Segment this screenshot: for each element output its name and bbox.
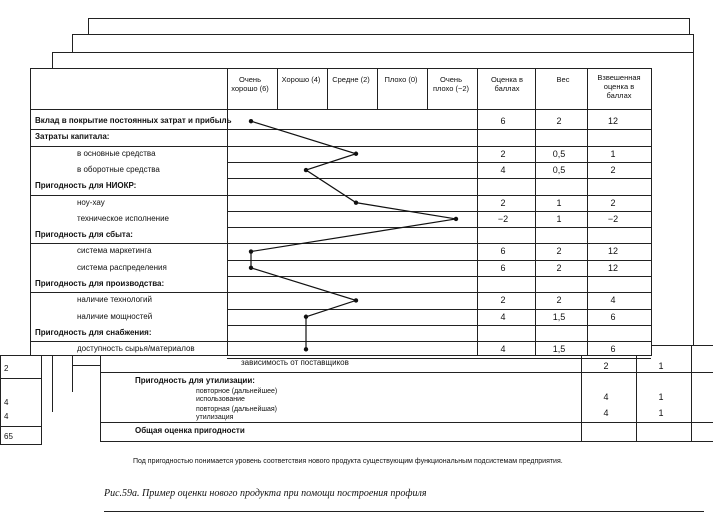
col-header-average: Средне (2) xyxy=(332,75,370,84)
score-cell: 4 xyxy=(500,311,506,322)
back-row-0: зависимость от поставщиков xyxy=(241,358,349,367)
back-row-2: повторное (дальнейшее) использование xyxy=(196,388,278,403)
row-rule xyxy=(227,358,651,359)
footnote: Под пригодностью понимается уровень соответствия нового продукта существующим функциональным подсистемам предприятия. xyxy=(133,458,563,465)
criterion-label: система распределения xyxy=(77,262,167,272)
profile-point xyxy=(354,298,358,302)
col-header-weight: Вес xyxy=(556,75,570,84)
back-weight-2: 1 xyxy=(658,392,664,402)
stub-rule xyxy=(1,378,41,379)
section-label: Пригодность для НИОКР: xyxy=(35,181,137,191)
weighted-cell: 1 xyxy=(610,148,616,159)
col-header-weighted: Взвешенная оценка в баллах xyxy=(597,73,641,100)
col-header-good: Хорошо (4) xyxy=(281,75,321,84)
bottom-col-2 xyxy=(636,346,637,441)
criterion-label: ноу-хау xyxy=(77,197,105,207)
stub-value: 65 xyxy=(4,432,13,441)
bottom-col-3 xyxy=(691,346,692,441)
weighted-cell: 6 xyxy=(610,311,616,322)
score-cell: 6 xyxy=(500,246,506,257)
front-sheet xyxy=(30,68,652,356)
stub-value: 2 xyxy=(4,364,9,373)
col-header-very-bad: Очень плохо (−2) xyxy=(432,75,470,93)
weight-cell: 2 xyxy=(556,116,562,126)
weighted-cell: 2 xyxy=(610,164,616,175)
weight-cell: 0,5 xyxy=(552,148,566,159)
weight-cell: 1,5 xyxy=(552,344,566,355)
score-cell: 6 xyxy=(500,262,506,273)
profile-point xyxy=(249,266,253,270)
profile-point xyxy=(304,168,308,172)
bottom-rule xyxy=(104,511,704,512)
criterion-label: наличие технологий xyxy=(77,295,152,305)
section-label: Вклад в покрытие постоянных затрат и прибыль xyxy=(35,116,232,125)
weight-cell: 1,5 xyxy=(552,311,566,322)
weight-cell: 1 xyxy=(556,197,562,208)
col-header-very-good: Очень хорошо (6) xyxy=(231,75,269,93)
weighted-cell: 12 xyxy=(607,116,618,126)
weight-cell: 2 xyxy=(556,262,562,273)
weighted-cell: 2 xyxy=(610,197,616,208)
stub-value: 4 xyxy=(4,412,9,421)
weight-cell: 0,5 xyxy=(552,164,566,175)
profile-point xyxy=(354,200,358,204)
weighted-cell: 4 xyxy=(610,295,616,306)
criterion-label: в основные средства xyxy=(77,148,156,158)
criterion-label: доступность сырья/материалов xyxy=(77,344,195,354)
weighted-cell: 12 xyxy=(607,262,618,273)
stub-edge xyxy=(52,352,53,412)
back-score-0: 2 xyxy=(603,361,609,371)
profile-line xyxy=(31,69,651,355)
bottom-rule-2 xyxy=(101,422,713,423)
weight-cell: 1 xyxy=(556,213,562,224)
back-row-4: Общая оценка пригодности xyxy=(135,426,245,435)
profile-point xyxy=(249,119,253,123)
score-cell: 2 xyxy=(500,197,506,208)
criterion-label: техническое исполнение xyxy=(77,213,170,223)
profile-point xyxy=(354,152,358,156)
col-header-bad: Плохо (0) xyxy=(384,75,418,84)
weighted-cell: 12 xyxy=(607,246,618,257)
criterion-label: система маркетинга xyxy=(77,246,152,256)
left-stub xyxy=(0,355,42,445)
profile-point xyxy=(249,249,253,253)
bottom-sheet xyxy=(100,345,713,442)
score-cell: −2 xyxy=(497,213,509,224)
back-weight-3: 1 xyxy=(658,408,664,418)
section-label: Затраты капитала: xyxy=(35,132,110,142)
figure-caption: Рис.59а. Пример оценки нового продукта при помощи построения профиля xyxy=(104,488,427,499)
back-row-3: повторная (дальнейшая) утилизация xyxy=(196,406,277,421)
score-cell: 4 xyxy=(500,344,506,355)
score-cell: 6 xyxy=(500,116,506,126)
weight-cell: 2 xyxy=(556,246,562,257)
col-header-score: Оценка в баллах xyxy=(490,75,524,93)
back-score-2: 4 xyxy=(603,392,609,402)
section-label: Пригодность для сбыта: xyxy=(35,230,133,240)
profile-polyline xyxy=(251,121,456,349)
score-cell: 2 xyxy=(500,295,506,306)
stub-edge xyxy=(72,352,73,392)
stub-value: 4 xyxy=(4,398,9,407)
profile-point xyxy=(304,315,308,319)
criterion-label: наличие мощностей xyxy=(77,311,153,321)
back-row-1: Пригодность для утилизации: xyxy=(135,376,255,385)
criterion-label: в оборотные средства xyxy=(77,164,160,174)
weighted-cell: −2 xyxy=(607,213,619,224)
stub-rule xyxy=(1,426,41,427)
section-label: Пригодность для снабжения: xyxy=(35,327,152,337)
profile-point xyxy=(454,217,458,221)
bottom-rule-1 xyxy=(101,372,713,373)
back-score-3: 4 xyxy=(603,408,609,418)
back-weight-0: 1 xyxy=(658,361,664,371)
weighted-cell: 6 xyxy=(610,344,616,355)
profile-point xyxy=(304,347,308,351)
section-label: Пригодность для производства: xyxy=(35,279,165,288)
weight-cell: 2 xyxy=(556,295,562,306)
bottom-col-1 xyxy=(581,346,582,441)
score-cell: 4 xyxy=(500,164,506,175)
score-cell: 2 xyxy=(500,148,506,159)
